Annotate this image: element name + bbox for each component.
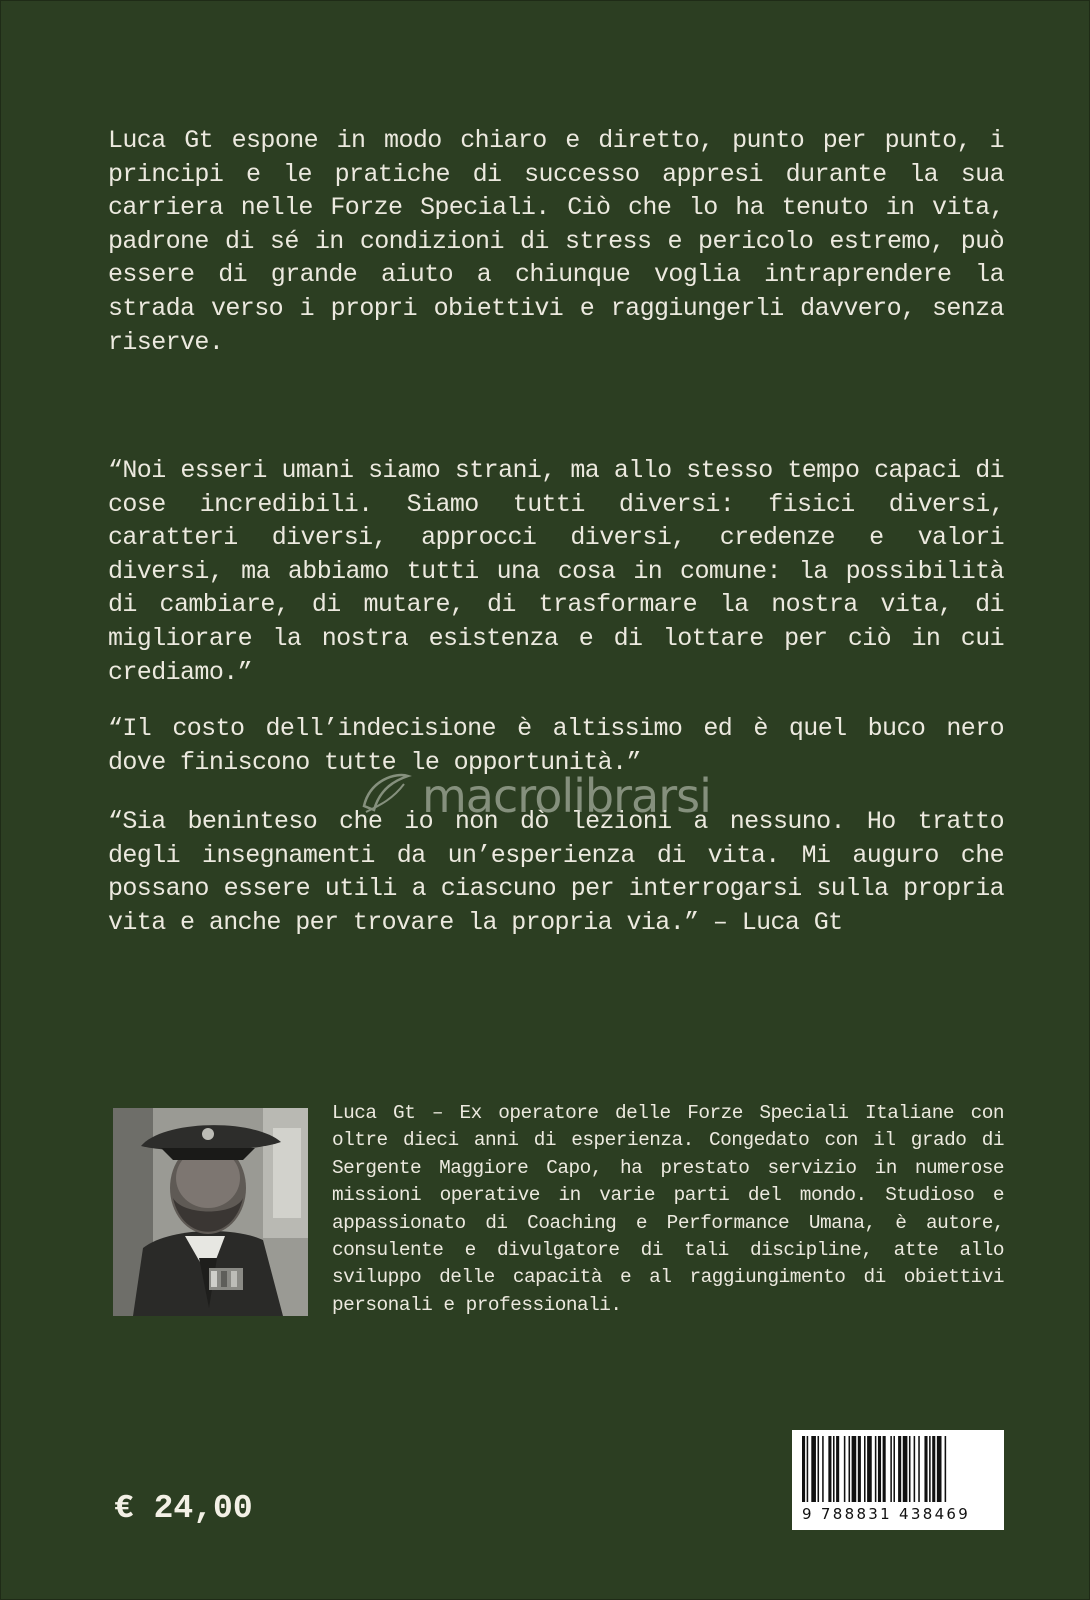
isbn-barcode: [792, 1430, 1004, 1530]
barcode-bar: [945, 1436, 947, 1502]
barcode-bar: [822, 1436, 824, 1502]
barcode-bar: [937, 1436, 942, 1502]
barcode-bar: [890, 1436, 892, 1502]
barcode-bar: [811, 1436, 816, 1502]
price-label: € 24,00: [114, 1490, 253, 1527]
barcode-bar: [807, 1436, 809, 1502]
barcode-bar: [893, 1436, 895, 1502]
barcode-bar: [864, 1436, 866, 1502]
watermark: [356, 766, 711, 826]
barcode-bar: [844, 1436, 846, 1502]
barcode-bar: [849, 1436, 851, 1502]
barcode-bar: [918, 1436, 920, 1502]
quote-paragraph-3: “Sia beninteso che io non dò lezioni a nessuno. Ho tratto degli insegnamenti da un’esperienza di vita. Mi auguro che possano essere utili a ciascuno per interrogarsi sulla propria vita e anche per trovare la propria via.” – Luca Gt: [108, 807, 1004, 937]
barcode-bar: [903, 1436, 908, 1502]
barcode-bar: [867, 1436, 872, 1502]
barcode-bar: [909, 1436, 911, 1502]
barcode-bar: [833, 1436, 835, 1502]
barcode-bar: [836, 1436, 839, 1502]
barcode-bar: [883, 1436, 886, 1502]
barcode-bar: [875, 1436, 877, 1502]
barcode-bar: [858, 1436, 861, 1502]
barcode-bar: [828, 1436, 831, 1502]
barcode-bar: [802, 1436, 805, 1502]
barcode-bar: [924, 1436, 927, 1502]
author-bio: Luca Gt – Ex operatore delle Forze Speciali Italiane con oltre dieci anni di esperienza. Congedato con il grado di Sergente Maggiore Capo, ha prestato servizio in numerose missioni operative in varie parti del mondo. Studioso e appassionato di Coaching e Performance Umana, è autore, consulente e divulgatore di tali discipline, atte allo sviluppo delle capacità e al raggiungimento di obiettivi personali e professionali.: [332, 1102, 1004, 1316]
intro-paragraph: Luca Gt espone in modo chiaro e diretto, punto per punto, i principi e le pratiche di successo appresi durante la sua carriera nelle Forze Speciali. Ciò che lo ha tenuto in vita, padrone di sé in condizioni di stress e pericolo estremo, può essere di grande aiuto a chiunque voglia intraprendere la strada verso i propri obiettivi e raggiungerli davvero, senza riserve.: [108, 126, 1004, 357]
watermark-text: macrolibrarsi: [422, 769, 711, 823]
barcode-bar: [914, 1436, 916, 1502]
isbn-number: 9 788831 438469: [802, 1505, 971, 1523]
leaf-swirl-icon: [356, 766, 416, 826]
quote-paragraph-1: “Noi esseri umani siamo strani, ma allo stesso tempo capaci di cose incredibili. Siamo tutti diversi: fisici diversi, caratteri diversi, approcci diversi, credenze e valori diversi, ma abbiamo tutti una cosa in comune: la possibilità di cambiare, di mutare, di trasformare la nostra vita, di migliorare la nostra esistenza e di lottare per ciò in cui crediamo.”: [108, 456, 1004, 687]
barcode-bar: [932, 1436, 935, 1502]
barcode-bar: [929, 1436, 931, 1502]
quote-paragraph-2: “Il costo dell’indecisione è altissimo ed è quel buco nero dove finiscono tutte le opportunità.”: [108, 714, 1004, 777]
barcode-bar: [878, 1436, 881, 1502]
barcode-bar: [852, 1436, 857, 1502]
barcode-bar: [818, 1436, 820, 1502]
author-photo: [113, 1108, 308, 1316]
barcode-bar: [898, 1436, 901, 1502]
